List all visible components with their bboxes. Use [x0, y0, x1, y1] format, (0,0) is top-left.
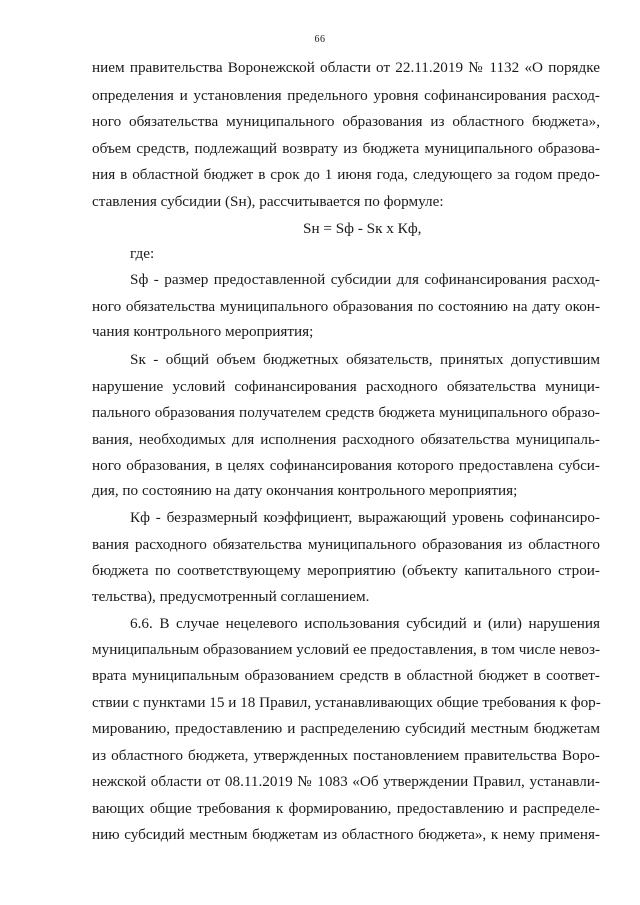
text-line: нарушение условий софинансирования расходного обязательства муници- [92, 378, 600, 395]
text-line: муниципальным образованием условий ее предоставления, в том числе невоз- [92, 641, 600, 658]
text-line: вающих общие требования к формированию, предоставлению и распределе- [92, 800, 600, 817]
text-line: из областного бюджета, утвержденных постановлением правительства Воро- [92, 747, 600, 764]
text-line: тельства), предусмотренный соглашением. [92, 588, 370, 605]
text-line: определения и установления предельного уровня софинансирования расход- [92, 87, 600, 104]
text-line: дия, по состоянию на дату окончания контрольного мероприятия; [92, 482, 518, 499]
definition-sk: Sк - общий объем бюджетных обязательств, принятых допустившим [130, 351, 600, 368]
text-line: пального образования получателем средств бюджета муниципального образо- [92, 404, 600, 421]
text-line: вания расходного обязательства муниципального образования из областного [92, 536, 600, 553]
definition-sf: Sф - размер предоставленной субсидии для софинансирования расход- [130, 271, 600, 288]
text-line: мированию, предоставлению и распределению субсидий местным бюджетам [92, 720, 600, 737]
text-line: нежской области от 08.11.2019 № 1083 «Об утверждении Правил, устанавли- [92, 773, 600, 790]
definition-kf: Кф - безразмерный коэффициент, выражающий уровень софинансиро- [130, 509, 600, 526]
page-number: 66 [314, 34, 326, 45]
formula: Sн = Sф - Sк х Кф, [303, 220, 422, 237]
text-line: ния в областной бюджет в срок до 1 июня года, следующего за годом предо- [92, 166, 600, 183]
text-line: ствии с пунктами 15 и 18 Правил, устанавливающих общие требования к фор- [92, 694, 601, 711]
text-line: нию субсидий местным бюджетам из областного бюджета», к нему применя- [92, 826, 600, 843]
paragraph-6-6: 6.6. В случае нецелевого использования субсидий и (или) нарушения [130, 615, 600, 632]
text-line: ставления субсидии (Sн), рассчитывается по формуле: [92, 193, 444, 210]
text-line: ного обязательства муниципального образования по состоянию на дату окон- [92, 298, 600, 315]
text-line: нием правительства Воронежской области от 22.11.2019 № 1132 «О порядке [92, 59, 600, 76]
text-line: вания, необходимых для исполнения расходного обязательства муниципаль- [92, 431, 600, 448]
text-line: где: [130, 245, 155, 262]
text-line: бюджета по соответствующему мероприятию (объекту капитального строи- [92, 562, 600, 579]
text-line: ного обязательства муниципального образования из областного бюджета», [92, 113, 600, 130]
text-line: врата муниципальным образованием средств в областной бюджет в соответ- [92, 667, 600, 684]
text-line: объем средств, подлежащий возврату из бюджета муниципального образова- [92, 140, 600, 157]
text-line: ного образования, в целях софинансирования которого предоставлена субси- [92, 457, 600, 474]
text-line: чания контрольного мероприятия; [92, 323, 314, 340]
